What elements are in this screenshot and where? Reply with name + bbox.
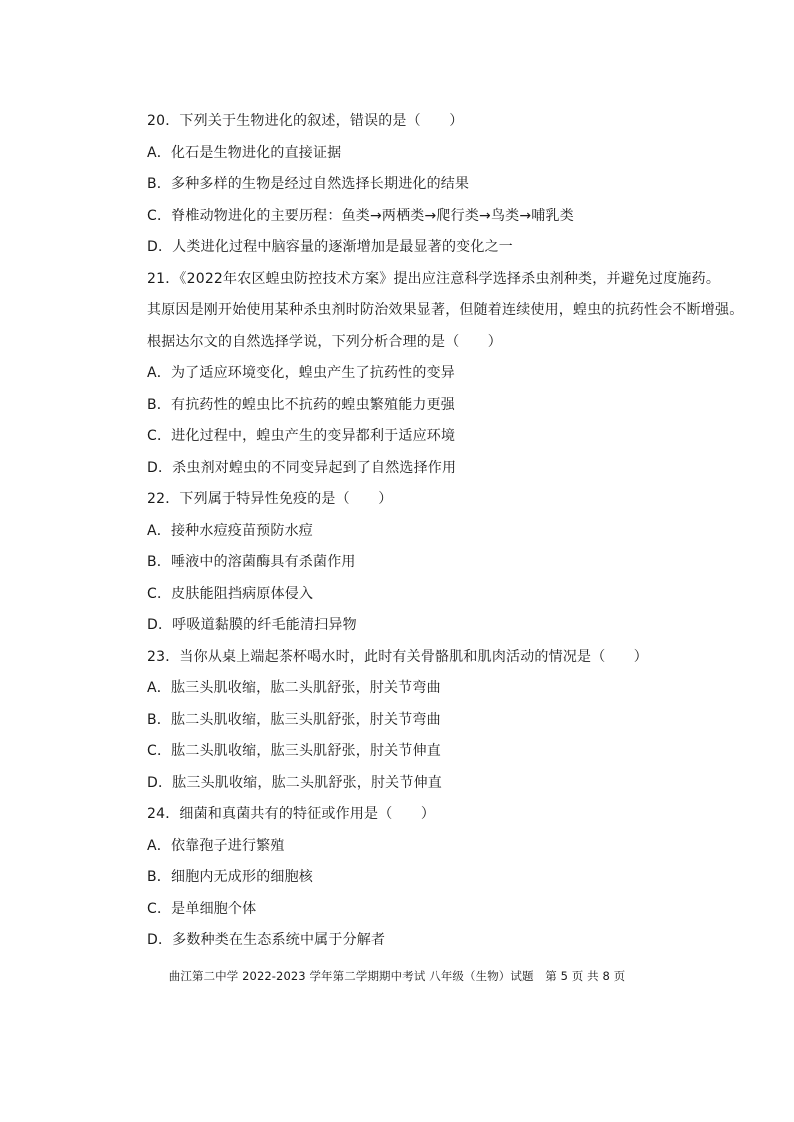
option-b: B．有抗药性的蝗虫比不抗药的蝗虫繁殖能力更强 (147, 396, 456, 413)
question-stem: 22．下列属于特异性免疫的是（ ） (147, 491, 393, 507)
option-c: C．肱二头肌收缩，肱三头肌舒张，肘关节伸直 (147, 743, 441, 759)
option-c: C．是单细胞个体 (147, 900, 257, 917)
option-d: D．呼吸道黏膜的纤毛能清扫异物 (147, 617, 357, 633)
question-stem-line: 其原因是刚开始使用某种杀虫剂时防治效果显著，但随着连续使用，蝗虫的抗药性会不断增强。 (147, 302, 744, 318)
option-b: B．唾液中的溶菌酶具有杀菌作用 (147, 554, 356, 570)
question-21 (147, 270, 747, 491)
question-20 (147, 112, 747, 270)
option-b: B．细胞内无成形的细胞核 (147, 869, 314, 885)
option-b: B．多种多样的生物是经过自然选择长期进化的结果 (147, 176, 470, 192)
question-stem: 23．当你从桌上端起茶杯喝水时，此时有关骨骼肌和肌肉活动的情况是（ ） (147, 648, 649, 665)
question-24 (147, 805, 747, 963)
option-a: A．化石是生物进化的直接证据 (147, 144, 342, 161)
question-stem: 24．细菌和真菌共有的特征或作用是（ ） (147, 806, 436, 822)
option-d: D．多数种类在生态系统中属于分解者 (147, 932, 386, 948)
question-22 (147, 490, 747, 648)
option-b: B．肱二头肌收缩，肱三头肌舒张，肘关节弯曲 (147, 711, 441, 728)
option-d: D．人类进化过程中脑容量的逐渐增加是最显著的变化之一 (147, 239, 513, 255)
option-d: D．杀虫剂对蝗虫的不同变异起到了自然选择作用 (147, 459, 457, 476)
option-c: C．进化过程中，蝗虫产生的变异都利于适应环境 (147, 428, 456, 444)
question-23 (147, 648, 747, 806)
option-c: C．脊椎动物进化的主要历程：鱼类→两栖类→爬行类→鸟类→哺乳类 (147, 207, 574, 224)
option-a: A．为了适应环境变化，蝗虫产生了抗药性的变异 (147, 365, 455, 381)
page-footer: 曲江第二中学 2022-2023 学年第二学期期中考试 八年级（生物）试题 第 5 页 共 8 页 (168, 969, 626, 983)
option-a: A．接种水痘疫苗预防水痘 (147, 522, 313, 539)
option-a: A．肱三头肌收缩，肱二头肌舒张，肘关节弯曲 (147, 680, 441, 696)
question-stem-line: 21．《2022年农区蝗虫防控技术方案》提出应注意科学选择杀虫剂种类，并避免过度施药。 (147, 270, 721, 287)
question-stem: 20．下列关于生物进化的叙述，错误的是（ ） (147, 113, 464, 129)
option-c: C．皮肤能阻挡病原体侵入 (147, 585, 314, 602)
question-stem-line: 根据达尔文的自然选择学说，下列分析合理的是（ ） (147, 333, 502, 350)
question-list (147, 112, 747, 963)
option-a: A．依靠孢子进行繁殖 (147, 837, 285, 854)
option-d: D．肱三头肌收缩，肱二头肌舒张，肘关节伸直 (147, 774, 442, 791)
